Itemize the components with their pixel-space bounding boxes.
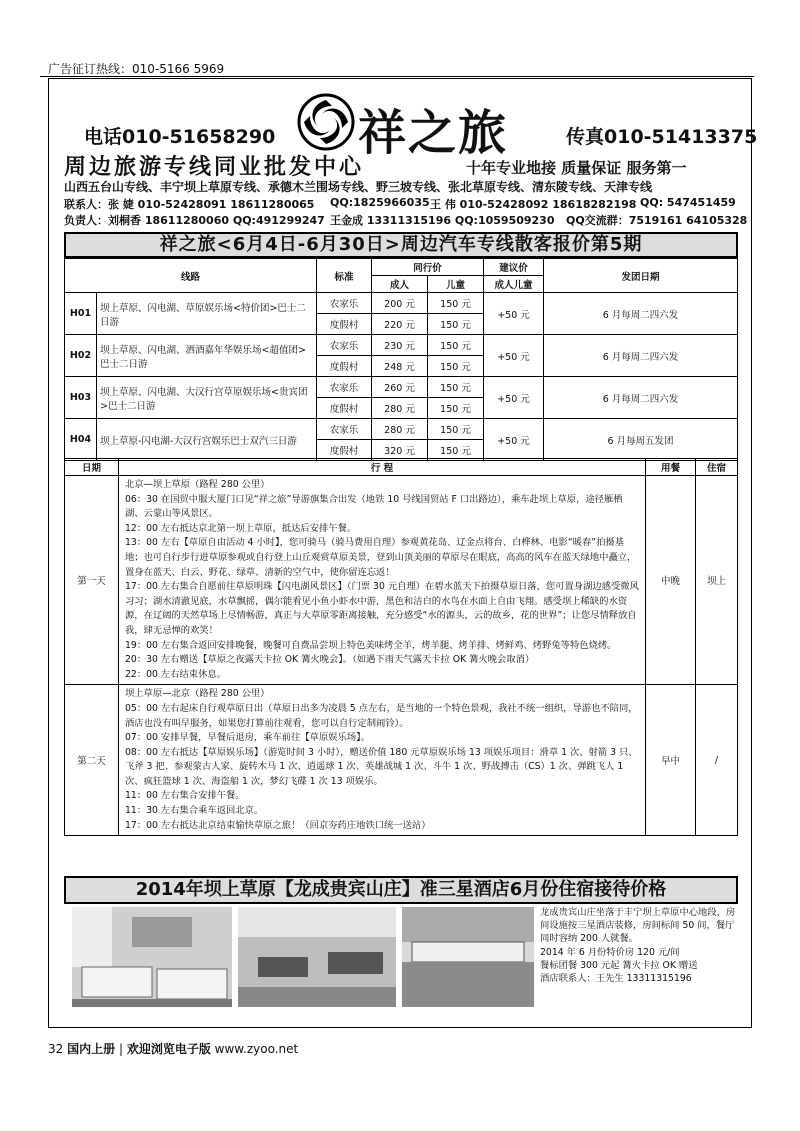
depart-dates: 6 月每周五发团 — [544, 419, 738, 461]
standard: 度假村 — [317, 356, 372, 377]
program-line: 13：00 左右【草原自由活动 4 小时】，您可骑马（骑马费用自理）参观黄花岛、辽金点将台、白桦林、电影“暖春”拍摄基地；也可自行步行进草原参观或自行登上山丘观赏草原美景，登到山顶美丽的草原尽在眼底，高高的风车在蓝天绿地中矗立，置身在蓝天、白云、野花、绿草、清新的空气中，使你留连忘返！ — [125, 537, 637, 578]
adult-price: 280 元 — [372, 419, 428, 440]
table-row — [65, 377, 738, 398]
top-divider — [40, 76, 754, 77]
hotel-desc: 龙成贵宾山庄坐落于丰宁坝上草原中心地段，房间设施按三星酒店装修，房间标间 50 间，餐厅同时容纳 200 人就餐。 — [540, 907, 736, 945]
route-code: H03 — [65, 377, 97, 419]
route-code: H02 — [65, 335, 97, 377]
day-stay: 坝上 — [696, 476, 738, 685]
day-meals: 早中 — [646, 685, 696, 836]
section-name: 国内上册 — [67, 1042, 116, 1056]
program-line: 坝上草原—北京（路程 280 公里） — [125, 688, 270, 700]
day-row — [65, 685, 738, 836]
child-price: 150 元 — [428, 356, 484, 377]
hotel-room-photo — [72, 907, 232, 1007]
program-line: 05：00 左右起床自行观草原日出（草原日出多为凌晨 5 点左右，是当地的一个特色景观，我社不统一组织，导游也不陪同，酒店也没有叫早服务，如果您打算前往观看，您可以自行定制闹铃）。 — [125, 702, 638, 729]
suggest-price: +50 元 — [484, 419, 544, 461]
route-name: 坝上草原-闪电湖-大汉行宫娱乐巴士双汽三日游 — [97, 419, 317, 461]
hotel-dining-photo — [238, 907, 396, 1007]
footer-url[interactable]: www.zyoo.net — [214, 1042, 299, 1056]
child-price: 150 元 — [428, 377, 484, 398]
standard: 农家乐 — [317, 419, 372, 440]
child-price: 150 元 — [428, 335, 484, 356]
program-line: 06：30 在国贸中服大厦门口见“祥之旅”导游旗集合出发（地铁 10 号线国贸站 F 口出路边），乘车赴坝上草原，途径雁栖湖、云蒙山等风景区。 — [125, 493, 623, 520]
itinerary-table — [64, 458, 738, 836]
standard: 度假村 — [317, 398, 372, 419]
hotel-info — [540, 906, 738, 985]
th-child: 儿童 — [428, 276, 484, 293]
footer-note: 欢迎浏览电子版 — [126, 1042, 211, 1056]
hotel-building-photo — [402, 907, 534, 1007]
page-number: 32 — [48, 1042, 64, 1056]
contact-line-1: 联系人：张 婕 010-52428091 18611280065 — [64, 198, 315, 211]
slogan: 十年专业地接 质量保证 服务第一 — [466, 159, 687, 177]
hotel-contact: 酒店联系人：王先生 13311315196 — [540, 973, 692, 985]
hotel-room-price: 2014 年 6 月份特价房 120 元/间 — [540, 946, 680, 958]
suggest-price: +50 元 — [484, 335, 544, 377]
route-code: H01 — [65, 293, 97, 335]
adult-price: 200 元 — [372, 293, 428, 314]
th-program: 行 程 — [119, 459, 646, 476]
th-suggest-sub: 成人儿童 — [484, 276, 544, 293]
adult-price: 280 元 — [372, 398, 428, 419]
standard: 农家乐 — [317, 293, 372, 314]
th-dates: 发团日期 — [544, 259, 738, 293]
adult-price: 220 元 — [372, 314, 428, 335]
th-date: 日期 — [65, 459, 119, 476]
depart-dates: 6 月每周二四六发 — [544, 377, 738, 419]
contact-qq-1: QQ:1825966035 — [330, 196, 430, 209]
depart-dates: 6 月每周二四六发 — [544, 335, 738, 377]
brand-logo-icon — [296, 92, 356, 152]
program-line: 11：00 左右集合安排午餐。 — [125, 790, 245, 802]
program-line: 20：30 左右赠送【草原之夜露天卡拉 OK 篝火晚会】。（如遇下雨天气露天卡拉 OK 篝火晚会取消） — [125, 654, 535, 666]
qq-group: QQ交流群：7519161 64105328 — [566, 214, 748, 227]
brand-name: 祥之旅 — [358, 105, 509, 161]
program-line: 08：00 左右抵达【草原娱乐场】（游览时间 3 小时），赠送价值 180 元草原娱乐场 13 项娱乐项目：滑草 1 次、射箭 3 只、飞斧 3 把、参观蒙古人家、旋转木马 1 次、逍遥球 1 次、英雄战城 1 次、斗牛 1 次、野战搏击（CS）1 次、弹跳飞人 1 次、疯狂篮球 1 次、海盗船 1 次，梦幻飞碟 1 次 13 项娱乐。 — [125, 746, 638, 787]
route-name: 坝上草原、闪电湖、大汉行宫草原娱乐场<贵宾团>巴士二日游 — [97, 377, 317, 419]
program-line: 17：00 左右抵达北京结束愉快草原之旅！（回京夯药庄地铁口统一送站） — [125, 819, 431, 831]
adult-price: 248 元 — [372, 356, 428, 377]
price-banner: 祥之旅<6月4日-6月30日>周边汽车专线散客报价第5期 — [64, 232, 738, 258]
contact-line-1b: 王 伟 010-52428092 18618282198 — [430, 198, 637, 211]
route-name: 坝上草原、闪电湖、洒酒嘉年华娱乐场<超值团>巴士二日游 — [97, 335, 317, 377]
th-group-price: 同行价 — [372, 259, 484, 276]
route-list: 山西五台山专线、丰宁坝上草原专线、承德木兰围场专线、野三坡专线、张北草原专线、清东陵专线、天津专线 — [64, 180, 653, 194]
standard: 农家乐 — [317, 335, 372, 356]
child-price: 150 元 — [428, 314, 484, 335]
program-line: 07：00 安排早餐，早餐后退房，乘车前往【草原娱乐场】。 — [125, 732, 371, 744]
day-program — [119, 685, 646, 836]
contact-line-2b: 王金成 13311315196 QQ:1059509230 — [330, 214, 555, 227]
ad-hotline: 广告征订热线：010-5166 5969 — [48, 62, 225, 76]
day-stay: / — [696, 685, 738, 836]
adult-price: 320 元 — [372, 440, 428, 461]
th-route: 线路 — [65, 259, 317, 293]
child-price: 150 元 — [428, 398, 484, 419]
program-line: 19：00 左右集合返回安排晚餐，晚餐可自费品尝坝上特色美味烤全羊，烤羊腿、烤羊排、烤鲜鸡、烤野兔等特色烧烤。 — [125, 639, 617, 651]
program-line: 22：00 左右结束休息。 — [125, 668, 226, 680]
day-program — [119, 476, 646, 685]
subtitle: 周边旅游专线同业批发中心 — [64, 155, 365, 180]
route-name: 坝上草原、闪电湖、草原娱乐场<特价团>巴士二日游 — [97, 293, 317, 335]
standard: 度假村 — [317, 314, 372, 335]
fax-number: 传真010-51413375 — [566, 126, 758, 148]
program-line: 12：00 左右抵达京北第一坝上草原，抵达后安排午餐。 — [125, 522, 357, 534]
day-label: 第一天 — [65, 476, 119, 685]
table-row — [65, 419, 738, 440]
th-standard: 标准 — [317, 259, 372, 293]
program-line: 17：00 左右集合自愿前往草原明珠【闪电湖风景区】（门票 30 元自理）在碧水蓝天下拍摄草原日落，您可置身湖边感受微风习习；湖水清澈见底，水草飘摇，偶尔能看见小鱼小虾水中游，黑色和洁白的水鸟在水面上自由飞翔。感受坝上稀缺的水资源，在辽阔的天然草场上尽情畅游，真正与大草原零距离接触，充分感受“水的源头，云的故乡，花的世界”；让您尽情释放自我，肆无忌惮的欢笑！ — [125, 581, 639, 636]
child-price: 150 元 — [428, 440, 484, 461]
depart-dates: 6 月每周二四六发 — [544, 293, 738, 335]
program-line: 北京—坝上草原（路程 280 公里） — [125, 479, 270, 490]
adult-price: 230 元 — [372, 335, 428, 356]
suggest-price: +50 元 — [484, 293, 544, 335]
table-row — [65, 293, 738, 314]
hotel-banner: 2014年坝上草原【龙成贵宾山庄】准三星酒店6月份住宿接待价格 — [64, 876, 738, 904]
th-stay: 住宿 — [696, 459, 738, 476]
child-price: 150 元 — [428, 293, 484, 314]
contact-line-2: 负责人：刘桐香 18611280060 QQ:491299247 — [64, 214, 325, 227]
contact-qq-2: QQ: 547451459 — [640, 196, 736, 209]
day-label: 第二天 — [65, 685, 119, 836]
th-adult: 成人 — [372, 276, 428, 293]
child-price: 150 元 — [428, 419, 484, 440]
program-line: 11：30 左右集合乘车返回北京。 — [125, 805, 264, 817]
phone-number: 电话010-51658290 — [84, 126, 276, 148]
day-row — [65, 476, 738, 685]
route-code: H04 — [65, 419, 97, 461]
table-row — [65, 335, 738, 356]
th-meals: 用餐 — [646, 459, 696, 476]
price-table — [64, 258, 738, 461]
hotel-meal-price: 餐标团餐 300 元起 篝火卡拉 OK 赠送 — [540, 959, 698, 971]
day-meals: 中晚 — [646, 476, 696, 685]
adult-price: 260 元 — [372, 377, 428, 398]
footer-divider: | — [118, 1042, 123, 1056]
suggest-price: +50 元 — [484, 377, 544, 419]
standard: 度假村 — [317, 440, 372, 461]
page-footer — [48, 1040, 298, 1057]
standard: 农家乐 — [317, 377, 372, 398]
th-suggest: 建议价 — [484, 259, 544, 276]
